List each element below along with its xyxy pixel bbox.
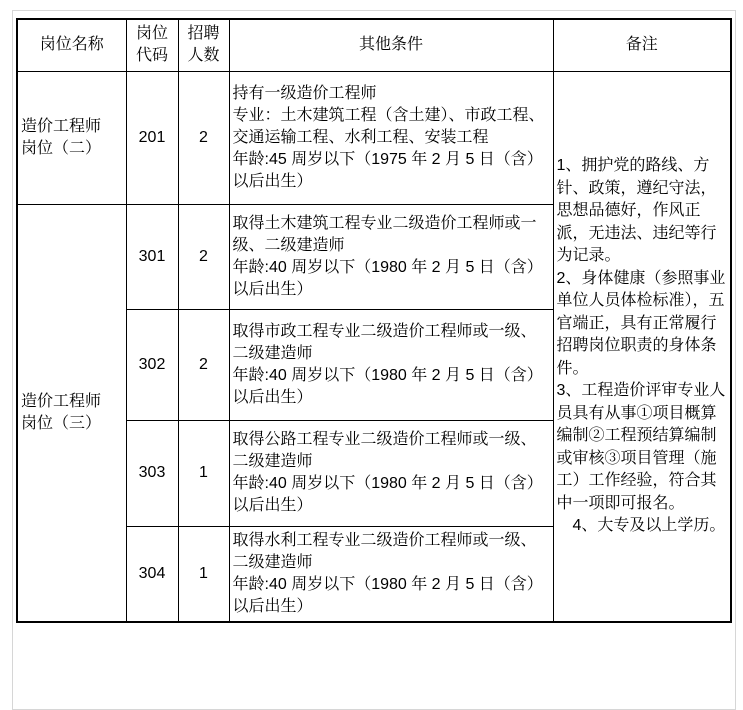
table-body: [17, 71, 731, 622]
position-name-line: 造价工程师: [21, 117, 102, 135]
condition-line: 年龄:45 周岁以下（1975 年 2 月 5 日（含）以后出生）: [232, 150, 543, 190]
remarks-cell: [553, 71, 731, 622]
remarks-paragraph: 4、大专及以上学历。: [556, 517, 726, 534]
recruitment-table: [16, 18, 732, 623]
position-name-cell: [17, 71, 126, 204]
position-code-cell: 301: [126, 204, 178, 309]
column-header-other-conditions: [229, 19, 553, 71]
condition-line: 取得公路工程专业二级造价工程师或一级、二级建造师: [232, 431, 537, 470]
remarks-paragraph: 3、工程造价评审专业人员具有从事①项目概算编制②工程预结算编制或审核③项目管理（施工）工作经验，符合其中一项即可报名。: [556, 382, 726, 512]
column-header-line: 代码: [135, 47, 168, 65]
column-header-recruit-count: [178, 19, 229, 71]
position-code-cell: 201: [126, 71, 178, 204]
header-row: [17, 19, 731, 71]
position-name-cell: [17, 204, 126, 622]
condition-line: 持有一级造价工程师: [232, 84, 377, 102]
condition-line: 年龄:40 周岁以下（1980 年 2 月 5 日（含）以后出生）: [232, 575, 543, 615]
conditions-cell: [229, 526, 553, 622]
recruit-count-cell: 1: [178, 420, 229, 526]
condition-line: 年龄:40 周岁以下（1980 年 2 月 5 日（含）以后出生）: [232, 475, 543, 514]
column-header-line: 人数: [187, 47, 220, 65]
condition-line: 年龄:40 周岁以下（1980 年 2 月 5 日（含）以后出生）: [232, 366, 543, 406]
condition-line: 取得土木建筑工程专业二级造价工程师或一级、二级建造师: [232, 214, 537, 254]
recruit-count-cell: 2: [178, 71, 229, 204]
position-code-cell: 304: [126, 526, 178, 622]
position-code-cell: 303: [126, 420, 178, 526]
condition-line: 取得水利工程专业二级造价工程师或一级、二级建造师: [232, 531, 537, 571]
recruit-count-cell: 1: [178, 526, 229, 622]
table-row: [17, 71, 731, 204]
column-header-line: 备注: [625, 36, 658, 54]
position-name-line: 岗位（三）: [21, 414, 102, 432]
column-header-position-name: [17, 19, 126, 71]
remarks-paragraph: 1、拥护党的路线、方针、政策，遵纪守法，思想品德好，作风正派，无违法、违纪等行为记录。: [556, 157, 717, 264]
table-header: [17, 19, 731, 71]
remarks-paragraph: 2、身体健康（参照事业单位人员体检标准），五官端正，具有正常履行招聘岗位职责的身体条件。: [556, 269, 726, 377]
conditions-cell: [229, 71, 553, 204]
column-header-line: 招聘: [187, 25, 220, 43]
conditions-cell: [229, 420, 553, 526]
column-header-line: 岗位名称: [39, 36, 104, 54]
condition-line: 年龄:40 周岁以下（1980 年 2 月 5 日（含）以后出生）: [232, 258, 543, 298]
conditions-cell: [229, 204, 553, 309]
condition-line: 专业：土木建筑工程（含土建）、市政工程、交通运输工程、水利工程、安装工程: [232, 106, 545, 146]
recruit-count-cell: 2: [178, 309, 229, 420]
column-header-remarks: [553, 19, 731, 71]
condition-line: 取得市政工程专业二级造价工程师或一级、二级建造师: [232, 322, 537, 362]
column-header-position-code: [126, 19, 178, 71]
column-header-line: 其他条件: [358, 36, 423, 54]
column-header-line: 岗位: [135, 25, 168, 43]
position-name-line: 造价工程师: [21, 392, 102, 410]
recruit-count-cell: 2: [178, 204, 229, 309]
conditions-cell: [229, 309, 553, 420]
position-code-cell: 302: [126, 309, 178, 420]
position-name-line: 岗位（二）: [21, 139, 102, 157]
